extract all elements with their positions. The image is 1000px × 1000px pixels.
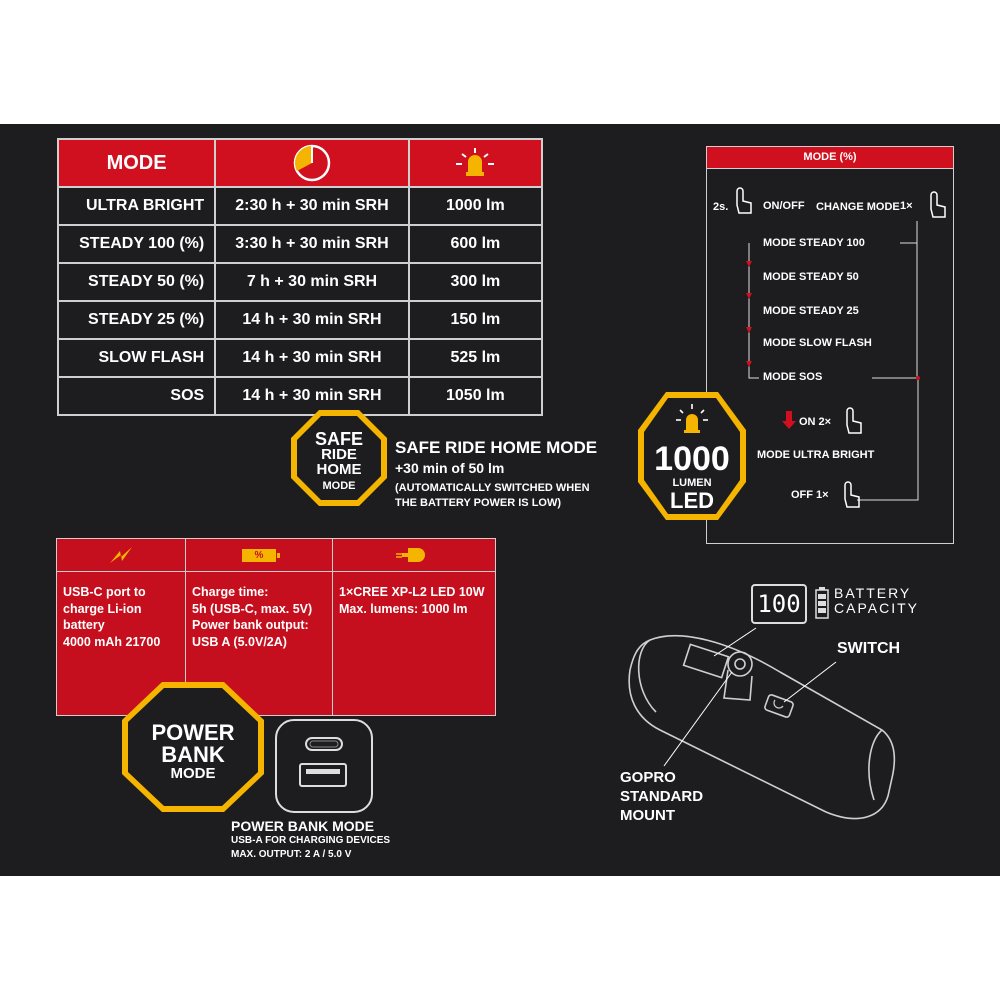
flow-off1x: OFF 1× xyxy=(791,489,829,501)
row-lumen: 1050 lm xyxy=(409,377,542,415)
spec-usb-text xyxy=(57,572,185,650)
flow-hold: 2s. xyxy=(713,201,729,213)
safe-ride-line3: THE BATTERY POWER IS LOW) xyxy=(395,497,562,509)
row-mode: STEADY 25 (%) xyxy=(58,301,215,339)
spec-line: Power bank output: xyxy=(192,618,309,632)
badge-word: HOME xyxy=(316,461,362,478)
mode-table-header xyxy=(58,139,542,187)
flow-mode-item: MODE SLOW FLASH xyxy=(763,337,872,349)
power-bank-line1: USB-A FOR CHARGING DEVICES xyxy=(231,835,391,846)
badge-word: MODE xyxy=(322,480,356,492)
row-lumen: 150 lm xyxy=(409,301,542,339)
spec-led xyxy=(333,539,495,715)
safe-ride-line1: +30 min of 50 lm xyxy=(395,460,505,476)
badge-word: BANK xyxy=(161,742,225,767)
header-clock xyxy=(215,139,409,187)
led-word: LED xyxy=(670,488,714,513)
spec-line: charge Li-ion xyxy=(63,601,142,616)
spec-line: Charge time: xyxy=(192,585,269,599)
row-time: 3:30 h + 30 min SRH xyxy=(215,225,409,263)
table-row xyxy=(58,301,542,339)
flow-change: CHANGE MODE xyxy=(816,201,900,213)
table-row xyxy=(58,339,542,377)
row-lumen: 525 lm xyxy=(409,339,542,377)
spec-line: Max. lumens: 1000 lm xyxy=(339,601,468,616)
spec-led-text xyxy=(333,572,495,617)
safe-ride-badge-text xyxy=(289,429,389,494)
row-time: 7 h + 30 min SRH xyxy=(215,263,409,301)
badge-word: MODE xyxy=(170,765,216,782)
lumen-word: LUMEN xyxy=(672,477,712,489)
mode-table xyxy=(57,138,543,416)
row-lumen: 300 lm xyxy=(409,263,542,301)
header-mode: MODE xyxy=(58,139,215,187)
spec-led-head xyxy=(333,539,495,572)
flow-mode-item: MODE SOS xyxy=(763,371,823,383)
clock-icon xyxy=(292,143,332,183)
row-mode: ULTRA BRIGHT xyxy=(58,187,215,225)
spec-charge-text xyxy=(186,572,332,650)
battery-display: 100 xyxy=(751,584,807,624)
label-line: BATTERY xyxy=(834,585,912,601)
battery-icon xyxy=(242,549,276,562)
spec-charge-head xyxy=(186,539,332,572)
switch-label: SWITCH xyxy=(837,640,901,657)
safe-ride-title: SAFE RIDE HOME MODE xyxy=(395,438,598,457)
row-time: 2:30 h + 30 min SRH xyxy=(215,187,409,225)
usb-port-icon xyxy=(268,714,380,818)
table-row xyxy=(58,263,542,301)
row-time: 14 h + 30 min SRH xyxy=(215,377,409,415)
safe-ride-line2: (AUTOMATICALLY SWITCHED WHEN xyxy=(395,482,590,494)
flow-change-count: 1× xyxy=(900,200,913,212)
flow-mode-item: MODE STEADY 50 xyxy=(763,271,859,283)
badge-word: RIDE xyxy=(321,446,357,463)
spec-line: USB A (5.0V/2A) xyxy=(192,634,287,649)
battery-percent: % xyxy=(254,549,264,561)
badge-word: POWER xyxy=(151,720,235,745)
row-lumen: 600 lm xyxy=(409,225,542,263)
power-bank-title: POWER BANK MODE xyxy=(231,818,375,834)
spec-line: USB-C port to xyxy=(63,585,146,599)
flow-onoff: ON/OFF xyxy=(763,200,805,212)
spec-line: 1×CREE XP-L2 LED 10W xyxy=(339,585,485,599)
spec-usb-head xyxy=(57,539,185,572)
row-mode: SOS xyxy=(58,377,215,415)
flow-title: MODE (%) xyxy=(707,147,953,169)
led-icon xyxy=(394,544,434,566)
lightning-icon xyxy=(104,543,138,567)
battery-capacity-label xyxy=(834,586,919,616)
badge-word: SAFE xyxy=(314,429,363,449)
label-line: GOPRO xyxy=(620,769,676,786)
spec-line: 5h (USB-C, max. 5V) xyxy=(192,601,313,616)
row-time: 14 h + 30 min SRH xyxy=(215,339,409,377)
row-time: 14 h + 30 min SRH xyxy=(215,301,409,339)
label-line: MOUNT xyxy=(620,807,675,824)
spec-line: battery xyxy=(63,618,105,632)
flow-mode-item: MODE STEADY 100 xyxy=(763,237,865,249)
table-row xyxy=(58,225,542,263)
flow-on2x: ON 2× xyxy=(799,416,832,428)
power-bank-line2: MAX. OUTPUT: 2 A / 5.0 V xyxy=(231,849,352,860)
spec-line: 4000 mAh 21700 xyxy=(63,634,161,649)
row-mode: STEADY 100 (%) xyxy=(58,225,215,263)
power-bank-badge-text xyxy=(120,722,266,782)
label-line: STANDARD xyxy=(620,788,704,805)
flow-ultra: MODE ULTRA BRIGHT xyxy=(757,449,875,461)
row-lumen: 1000 lm xyxy=(409,187,542,225)
header-light xyxy=(409,139,542,187)
row-mode: SLOW FLASH xyxy=(58,339,215,377)
label-line: CAPACITY xyxy=(834,600,919,616)
gopro-mount-label xyxy=(620,768,703,825)
light-bulb-icon xyxy=(452,146,498,180)
table-row xyxy=(58,187,542,225)
flow-mode-item: MODE STEADY 25 xyxy=(763,305,859,317)
lumen-number: 1000 xyxy=(654,440,730,478)
battery-level-icon xyxy=(815,587,829,619)
row-mode: STEADY 50 (%) xyxy=(58,263,215,301)
